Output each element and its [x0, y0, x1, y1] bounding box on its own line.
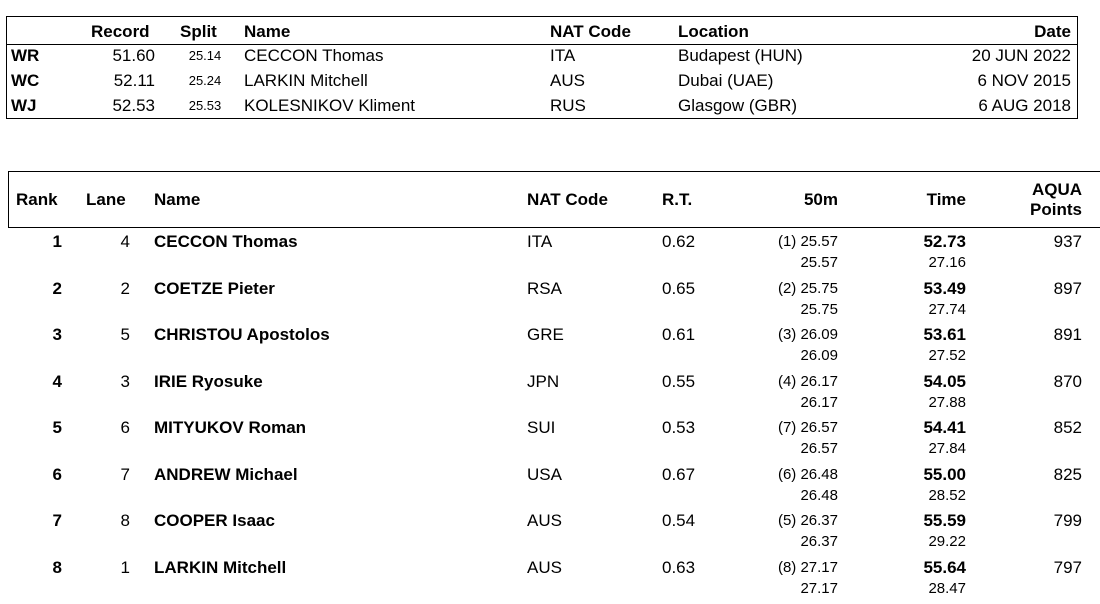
result-athlete-name: MITYUKOV Roman — [154, 418, 307, 437]
results-header-aqua-points — [1000, 180, 1082, 220]
results-header-rt: R.T. — [662, 190, 693, 209]
result-50m-split-rank: (7) 26.57 — [777, 419, 838, 436]
result-lane: 5 — [120, 325, 130, 344]
result-row — [0, 465, 1100, 511]
result-lane: 8 — [120, 511, 130, 530]
record-date: 6 NOV 2015 — [977, 71, 1071, 90]
result-final-time: 54.41 — [923, 418, 966, 437]
record-split: 25.53 — [188, 98, 222, 113]
records-header-date: Date — [1034, 22, 1071, 41]
result-final-time: 54.05 — [923, 372, 966, 391]
record-time: 51.60 — [112, 46, 155, 65]
record-location: Dubai (UAE) — [678, 71, 774, 90]
result-rank: 2 — [52, 279, 62, 298]
result-second-split: 27.16 — [928, 254, 966, 271]
result-reaction-time: 0.67 — [662, 465, 696, 484]
result-nat-code: ITA — [527, 232, 553, 251]
result-row — [0, 279, 1100, 325]
record-code: WR — [11, 46, 40, 65]
result-nat-code: USA — [527, 465, 562, 484]
record-time: 52.11 — [113, 71, 155, 90]
result-aqua-points: 891 — [1053, 325, 1082, 344]
result-50m-cumulative: 26.48 — [800, 487, 838, 504]
result-athlete-name: COOPER Isaac — [154, 511, 275, 530]
result-aqua-points: 897 — [1053, 279, 1082, 298]
result-50m-cumulative: 26.17 — [800, 394, 838, 411]
result-reaction-time: 0.55 — [662, 372, 696, 391]
records-header-nat: NAT Code — [550, 22, 631, 41]
result-aqua-points: 937 — [1053, 232, 1082, 251]
result-row — [0, 418, 1100, 464]
result-50m-split-rank: (4) 26.17 — [777, 373, 838, 390]
result-rank: 4 — [52, 372, 62, 391]
result-nat-code: GRE — [527, 325, 564, 344]
result-50m-split-rank: (3) 26.09 — [777, 326, 838, 343]
result-reaction-time: 0.53 — [662, 418, 696, 437]
result-aqua-points: 797 — [1053, 558, 1082, 577]
result-50m-split-rank: (2) 25.75 — [777, 280, 838, 297]
results-header-time: Time — [926, 190, 966, 209]
result-athlete-name: CECCON Thomas — [154, 232, 298, 251]
result-rank: 6 — [52, 465, 62, 484]
result-aqua-points: 852 — [1053, 418, 1082, 437]
result-nat-code: AUS — [527, 558, 562, 577]
record-holder-name: LARKIN Mitchell — [244, 71, 368, 90]
result-50m-cumulative: 25.57 — [800, 254, 838, 271]
record-location: Glasgow (GBR) — [678, 96, 798, 115]
result-50m-split-rank: (1) 25.57 — [777, 233, 838, 250]
result-aqua-points: 825 — [1053, 465, 1082, 484]
result-second-split: 28.52 — [928, 487, 966, 504]
result-row — [0, 372, 1100, 418]
result-athlete-name: CHRISTOU Apostolos — [154, 325, 330, 344]
result-50m-split-rank: (5) 26.37 — [777, 512, 838, 529]
result-lane: 2 — [120, 279, 130, 298]
results-header-lane: Lane — [86, 190, 126, 209]
results-header-rank: Rank — [16, 190, 58, 209]
result-lane: 7 — [120, 465, 130, 484]
record-date: 6 AUG 2018 — [978, 96, 1071, 115]
record-split: 25.24 — [188, 73, 222, 88]
result-final-time: 52.73 — [923, 232, 966, 251]
result-nat-code: JPN — [527, 372, 560, 391]
results-header-aqua-line1: AQUA — [1031, 180, 1082, 199]
result-athlete-name: COETZE Pieter — [154, 279, 275, 298]
result-50m-cumulative: 27.17 — [800, 580, 838, 597]
record-code: WC — [11, 71, 40, 90]
result-second-split: 27.88 — [928, 394, 966, 411]
result-rank: 1 — [52, 232, 62, 251]
result-rank: 8 — [52, 558, 62, 577]
result-reaction-time: 0.54 — [662, 511, 696, 530]
records-header-record: Record — [91, 22, 150, 41]
records-header-name: Name — [244, 22, 291, 41]
result-50m-split-rank: (8) 27.17 — [777, 559, 838, 576]
records-header-row — [7, 21, 1077, 43]
result-aqua-points: 870 — [1053, 372, 1082, 391]
result-lane: 6 — [120, 418, 130, 437]
record-row — [7, 95, 1077, 119]
result-rank: 3 — [52, 325, 62, 344]
result-lane: 1 — [120, 558, 130, 577]
result-final-time: 55.00 — [923, 465, 966, 484]
result-row — [0, 558, 1100, 604]
record-code: WJ — [11, 96, 37, 115]
result-athlete-name: IRIE Ryosuke — [154, 372, 263, 391]
result-second-split: 27.52 — [928, 347, 966, 364]
result-rank: 5 — [52, 418, 62, 437]
result-50m-cumulative: 26.09 — [800, 347, 838, 364]
record-nat-code: ITA — [550, 46, 576, 65]
record-holder-name: KOLESNIKOV Kliment — [244, 96, 416, 115]
result-final-time: 55.59 — [923, 511, 966, 530]
record-time: 52.53 — [112, 96, 155, 115]
result-lane: 4 — [120, 232, 130, 251]
result-final-time: 53.61 — [923, 325, 966, 344]
result-50m-cumulative: 26.57 — [800, 440, 838, 457]
result-second-split: 27.74 — [928, 301, 966, 318]
records-header-split: Split — [180, 22, 217, 41]
record-holder-name: CECCON Thomas — [244, 46, 384, 65]
results-top-border — [8, 171, 1100, 172]
record-location: Budapest (HUN) — [678, 46, 803, 65]
record-date: 20 JUN 2022 — [971, 46, 1071, 65]
result-reaction-time: 0.63 — [662, 558, 696, 577]
result-row — [0, 232, 1100, 278]
results-header-name: Name — [154, 190, 201, 209]
record-nat-code: AUS — [550, 71, 585, 90]
result-rank: 7 — [52, 511, 62, 530]
result-second-split: 28.47 — [928, 580, 966, 597]
result-row — [0, 511, 1100, 557]
records-header-location: Location — [678, 22, 749, 41]
result-50m-cumulative: 25.75 — [800, 301, 838, 318]
result-reaction-time: 0.61 — [662, 325, 696, 344]
record-row — [7, 45, 1077, 69]
result-nat-code: RSA — [527, 279, 562, 298]
result-50m-cumulative: 26.37 — [800, 533, 838, 550]
results-header-divider — [8, 227, 1100, 228]
result-athlete-name: ANDREW Michael — [154, 465, 298, 484]
result-second-split: 29.22 — [928, 533, 966, 550]
result-nat-code: SUI — [527, 418, 556, 437]
result-lane: 3 — [120, 372, 130, 391]
results-left-border — [8, 171, 9, 228]
results-header-50m: 50m — [803, 190, 838, 209]
record-row — [7, 70, 1077, 94]
result-reaction-time: 0.65 — [662, 279, 696, 298]
results-header-aqua-line2: Points — [1030, 200, 1082, 219]
result-reaction-time: 0.62 — [662, 232, 696, 251]
results-header-nat: NAT Code — [527, 190, 608, 209]
result-nat-code: AUS — [527, 511, 562, 530]
result-aqua-points: 799 — [1053, 511, 1082, 530]
result-final-time: 55.64 — [923, 558, 966, 577]
result-50m-split-rank: (6) 26.48 — [777, 466, 838, 483]
record-split: 25.14 — [188, 48, 222, 63]
record-nat-code: RUS — [550, 96, 586, 115]
result-row — [0, 325, 1100, 371]
records-table — [6, 16, 1078, 119]
result-final-time: 53.49 — [923, 279, 966, 298]
result-second-split: 27.84 — [928, 440, 966, 457]
result-athlete-name: LARKIN Mitchell — [154, 558, 287, 577]
